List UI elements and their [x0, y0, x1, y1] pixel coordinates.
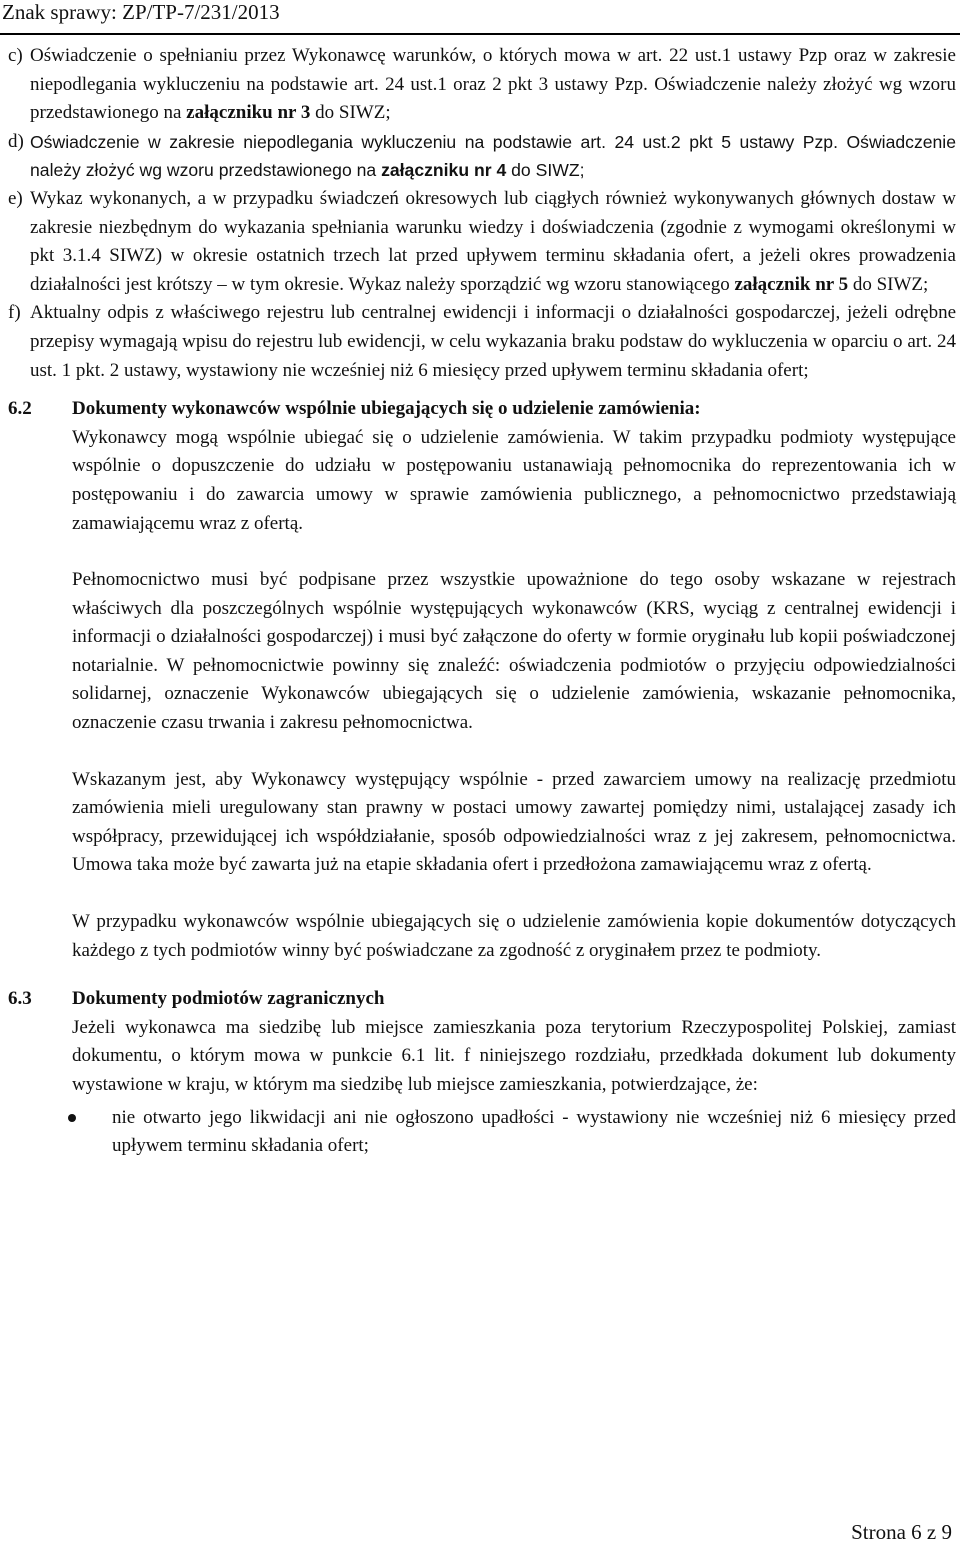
bullet-text: nie otwarto jego likwidacji ani nie ogłoszono upadłości - wystawiony nie wcześniej niż 6 miesięcy przed upływem terminu składania ofert; — [112, 1106, 956, 1157]
page-header — [0, 0, 960, 24]
section-paragraph: Pełnomocnictwo musi być podpisane przez wszystkie upoważnione do tego osoby wskazane w rejestrach właściwych dla poszczególnych wspólnie występujących wykonawców (KRS, wyciąg z centralnej ewidencji i informacji o działalności gospodarczej) i musi być załączone do oferty w formie oryginału lub kopii poświadczonej notarialnie. W pełnomocnictwie powinny się znaleźć: oświadczenia podmiotów o przyjęciu odpowiedzialności solidarnej, oznaczenie Wykonawców ubiegających się o udzielenie zamówienia, wskazanie pełnomocnika, oznaczenie czasu trwania i zakresu pełnomocnictwa. — [72, 569, 956, 734]
item-letter: e) — [8, 187, 23, 209]
list-item-d — [0, 128, 960, 185]
bullet-item — [0, 1104, 960, 1161]
section-title: Dokumenty podmiotów zagranicznych — [72, 988, 385, 1010]
section-content — [72, 395, 960, 965]
page-number: Strona 6 z 9 — [851, 1520, 952, 1544]
section-number: 6.2 — [8, 398, 32, 420]
section-content — [72, 985, 960, 1099]
section-number: 6.3 — [8, 988, 32, 1010]
bullet-icon — [0, 1104, 112, 1161]
section-paragraph: Wykonawcy mogą wspólnie ubiegać się o udzielenie zamówienia. W takim przypadku podmioty występujące wspólnie o dopuszczenie do udziału w postępowaniu ustanawiają pełnomocnika do reprezentowania ich w postępowaniu i do zawarcia umowy w sprawie zamówienia publicznego, a pełnomocnictwo przedstawiają zamawiającemu wraz z ofertą. — [72, 426, 956, 534]
header-divider — [0, 33, 960, 35]
list-item-c — [0, 42, 960, 128]
list-item-e — [0, 185, 960, 299]
item-letter: f) — [8, 302, 21, 324]
section-title: Dokumenty wykonawców wspólnie ubiegających się o udzielenie zamówienia: — [72, 398, 701, 420]
item-letter: d) — [8, 130, 24, 152]
section-paragraph: W przypadku wykonawców wspólnie ubiegających się o udzielenie zamówienia kopie dokumentów dotyczących każdego z tych podmiotów winny być poświadczane za zgodność z oryginałem przez te podmioty. — [72, 911, 956, 961]
section-6-3 — [0, 985, 960, 1099]
item-text: Aktualny odpis z właściwego rejestru lub centralnej ewidencji i informacji o działalności gospodarczej, jeżeli odrębne przepisy wymagają wpisu do rejestru lub ewidencji, w celu wykazania braku podstaw do wykluczenia w oparciu o art. 24 ust. 1 pkt. 2 ustawy, wystawiony nie wcześniej niż 6 miesięcy przed upływem terminu składania ofert; — [30, 302, 956, 381]
item-letter: c) — [8, 45, 23, 66]
item-text: Oświadczenie w zakresie niepodlegania wykluczeniu na podstawie art. 24 ust.2 pkt 5 ustawy Pzp. Oświadczenie należy złożyć wg wzoru przedstawionego na załączniku nr 4 do SIWZ; — [30, 131, 956, 181]
list-item-f — [0, 299, 960, 385]
case-number: Znak sprawy: ZP/TP-7/231/2013 — [2, 0, 280, 24]
section-6-2 — [0, 395, 960, 965]
section-paragraph: Wskazanym jest, aby Wykonawcy występujący wspólnie - przed zawarciem umowy na realizację przedmiotu zamówienia mieli uregulowany stan prawny w postaci umowy zawartej pomiędzy nimi, ustalającej zasady ich współpracy, przewidującej ich współdziałanie, sposób odpowiedzialności wraz z jej zakresem, pełnomocnictwa. Umowa taka może być zawarta już na etapie składania ofert i przedłożona zamawiającemu wraz z ofertą. — [72, 768, 956, 876]
document-body — [0, 42, 960, 1161]
item-text: Wykaz wykonanych, a w przypadku świadczeń okresowych lub ciągłych również wykonywanych głównych dostaw w zakresie niezbędnym do wykazania spełniania warunku wiedzy i doświadczenia (zgodnie z wymogami określonymi w pkt 3.1.4 SIWZ) w okresie ostatnich trzech lat przed upływem terminu składania ofert, a jeżeli okres prowadzenia działalności jest krótszy – w tym okresie. Wykaz należy sporządzić wg wzoru stanowiącego załącznik nr 5 do SIWZ; — [30, 187, 956, 295]
item-text: Oświadczenie o spełnianiu przez Wykonawcę warunków, o których mowa w art. 22 ust.1 ustawy Pzp oraz w zakresie niepodlegania wykluczeniu na podstawie art. 24 ust.1 oraz 2 pkt 3 ustawy Pzp. Oświadczenie należy złożyć wg wzoru przedstawionego na załączniku nr 3 do SIWZ; — [30, 45, 956, 124]
section-paragraph: Jeżeli wykonawca ma siedzibę lub miejsce zamieszkania poza terytorium Rzeczypospolitej Polskiej, zamiast dokumentu, o którym mowa w punkcie 6.1 lit. f niniejszego rozdziału, przedkłada dokument lub dokumenty wystawione w kraju, w którym ma siedzibę lub miejsce zamieszkania, potwierdzające, że: — [72, 1016, 956, 1095]
